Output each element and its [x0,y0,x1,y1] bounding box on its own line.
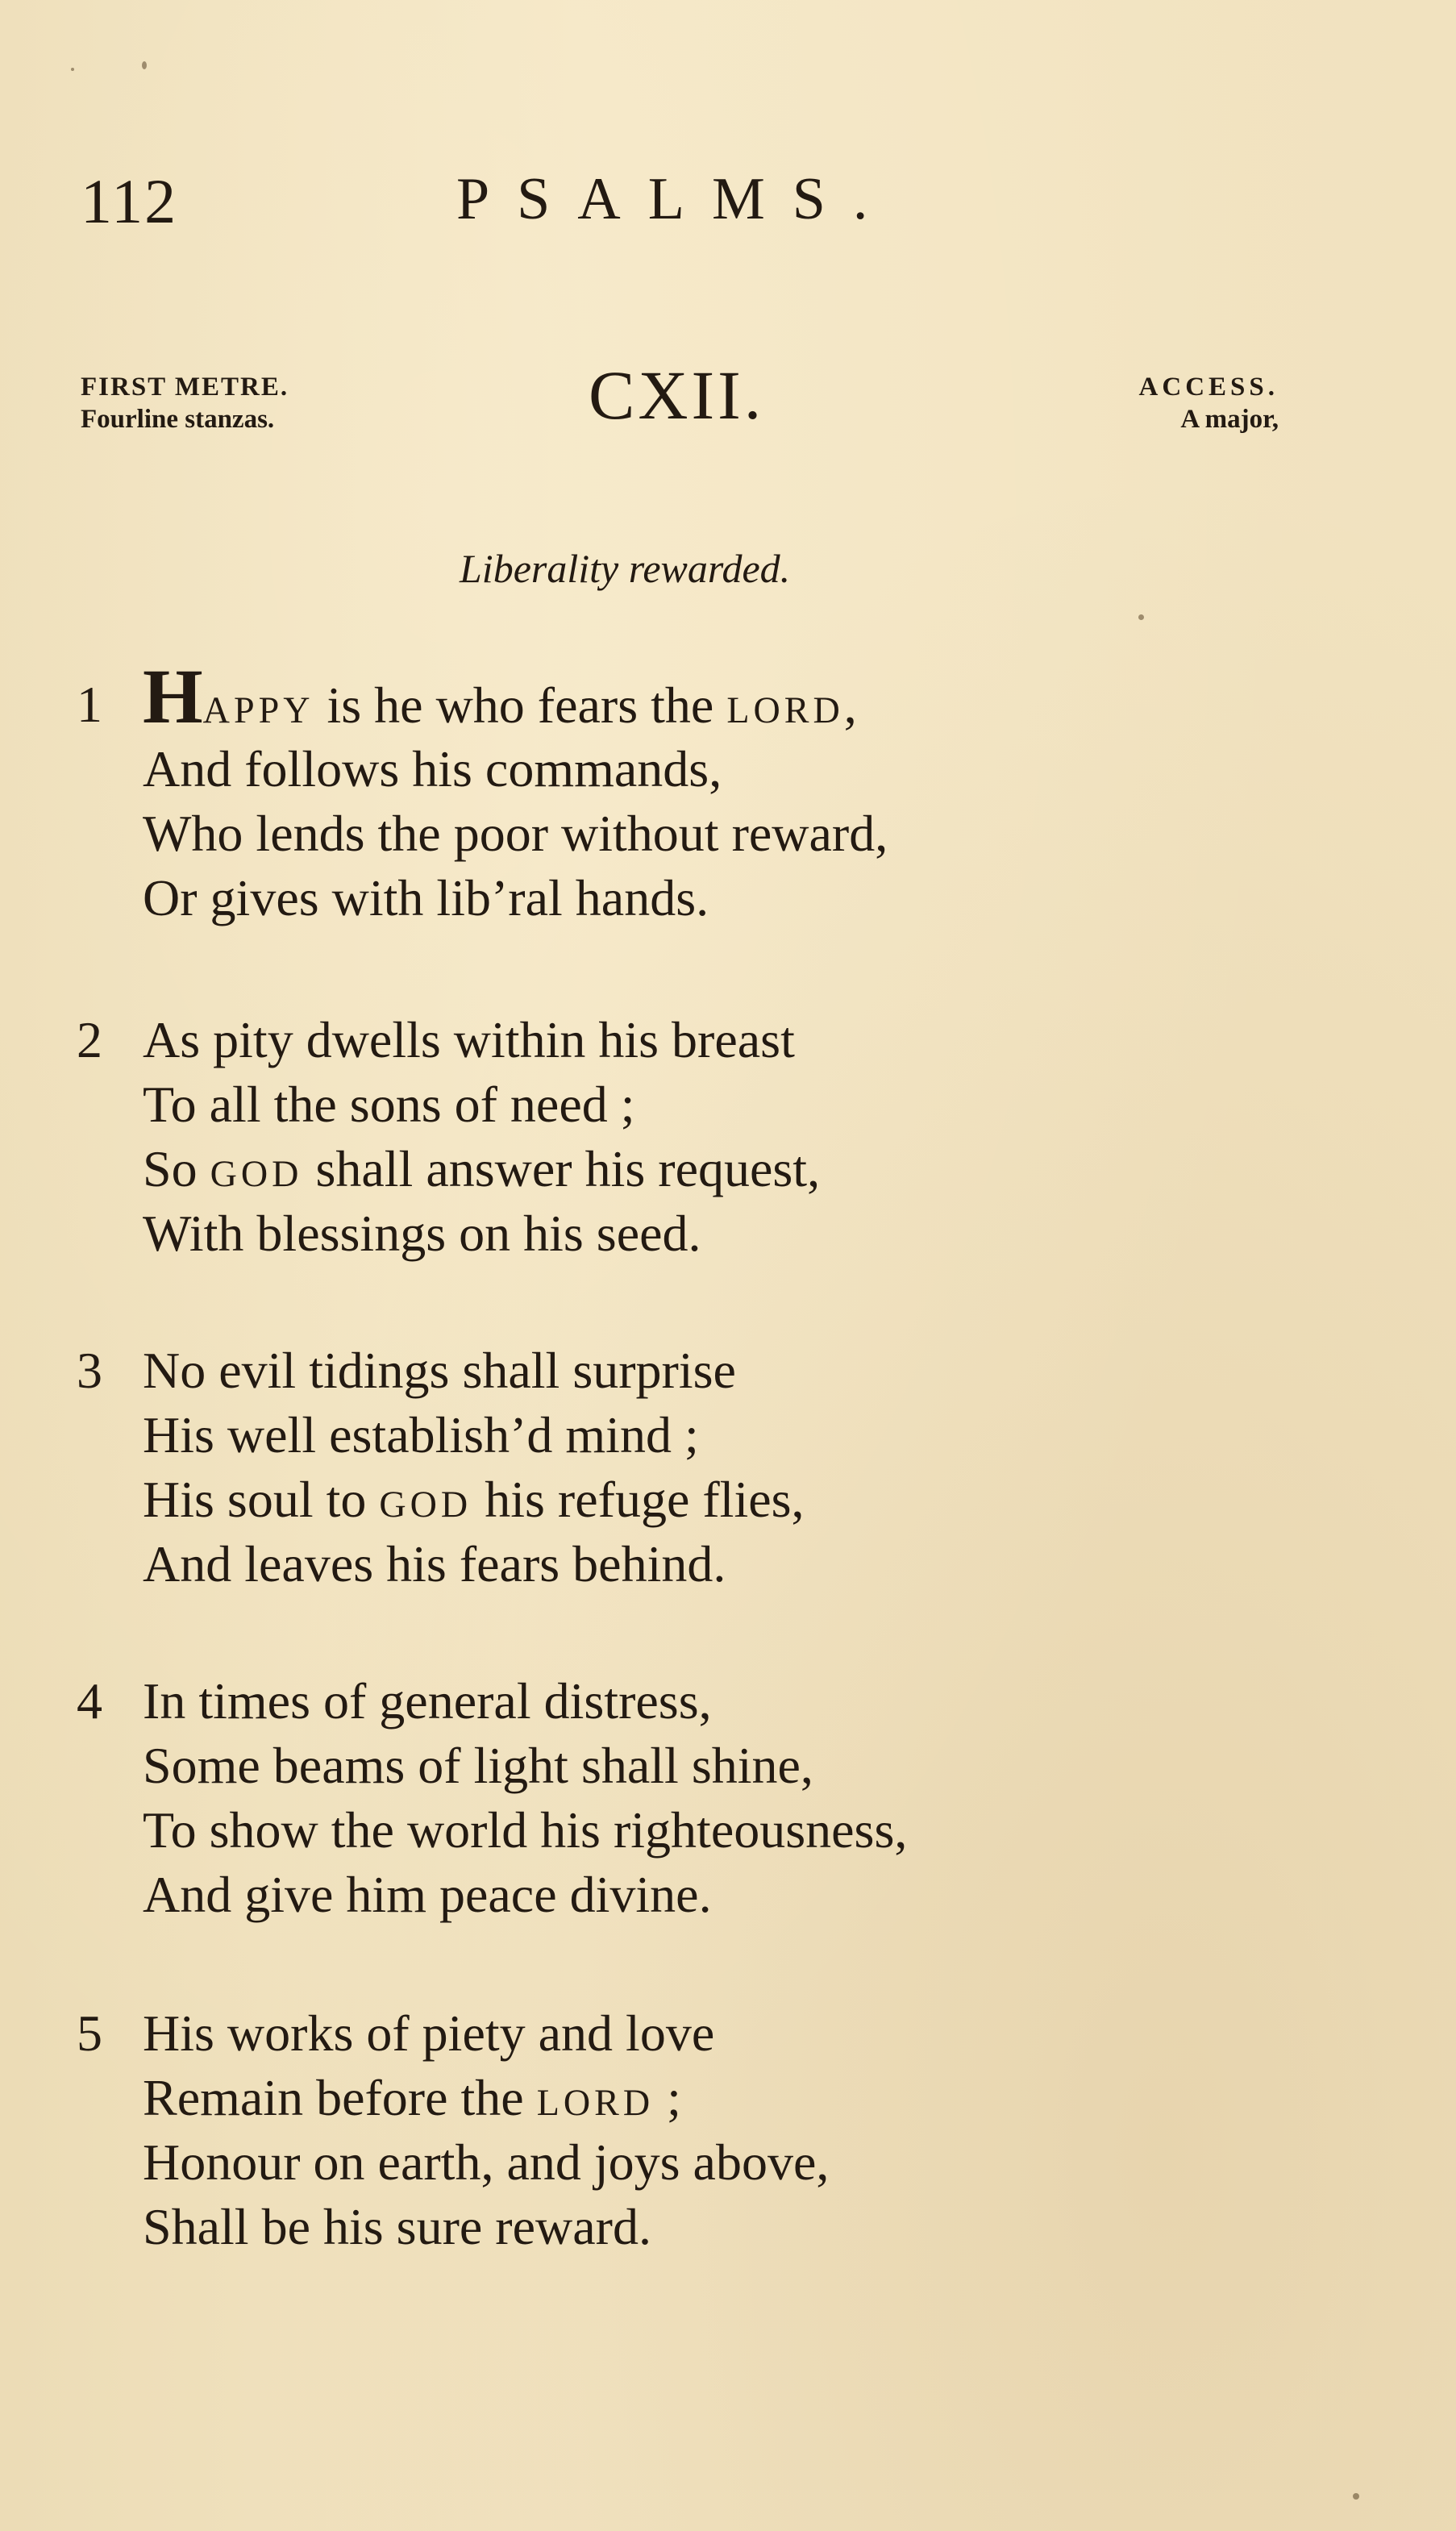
stanza-number: 5 [77,2004,102,2062]
ink-speck [1138,614,1144,620]
verse-line: Honour on earth, and joys above, [143,2133,830,2191]
verse-line: In times of general distress, [143,1672,712,1730]
psalm-number: CXII. [589,356,765,434]
stanza-lines [143,2001,829,2259]
ink-speck [1353,2493,1359,2500]
metre-label: FIRST METRE. [81,373,289,402]
verse-text: , [843,676,857,734]
stanza-lines [143,1338,805,1596]
page-number: 112 [81,166,178,236]
small-caps-text: GOD [379,1484,472,1525]
stanza-number: 1 [77,676,102,733]
small-caps-text: APPY [202,689,314,731]
verse-text: shall answer his request, [302,1140,821,1197]
verse-line: Some beams of light shall shine, [143,1737,813,1794]
verse-line: To show the world his righteousness, [143,1801,908,1859]
verse-line: His well establish’d mind ; [143,1406,699,1463]
small-caps-text: LORD [726,689,844,731]
ink-speck [142,61,147,69]
verse-line: And follows his commands, [143,740,722,797]
verse-line: And give him peace divine. [143,1866,712,1923]
verse-line: His works of piety and love [143,2004,715,2062]
verse-text: His soul to [143,1471,380,1528]
verse-line [143,653,888,739]
small-caps-text: GOD [210,1153,303,1194]
verse-text: Remain before the [143,2069,537,2126]
verse-line: And leaves his fears behind. [143,1535,726,1592]
running-title: PSALMS. [456,166,896,232]
stanza-lines [143,653,888,930]
verse-line [143,2066,829,2130]
verse-line [143,1137,820,1201]
stanza-lines [143,1008,820,1266]
verse-line: Shall be his sure reward. [143,2198,651,2255]
verse-line: Or gives with lib’ral hands. [143,869,709,926]
verse-text: ; [654,2069,681,2126]
stanza-type-label: Fourline stanzas. [81,405,275,434]
tune-label: ACCESS. [1138,373,1279,402]
verse-line: To all the sons of need ; [143,1076,635,1133]
ink-speck [71,68,74,71]
psalm-subtitle: Liberality rewarded. [460,546,791,591]
verse-line: With blessings on his seed. [143,1205,701,1262]
stanza-number: 4 [77,1672,102,1730]
metre-info [81,371,289,435]
tune-info [1139,371,1279,435]
key-label: A major, [1180,405,1279,434]
stanza-lines [143,1669,907,1927]
verse-line: Who lends the poor without reward, [143,805,888,862]
small-caps-text: LORD [536,2082,655,2123]
verse-text: So [143,1140,210,1197]
verse-line: As pity dwells within his breast [143,1011,795,1068]
stanza-number: 3 [77,1342,102,1399]
drop-capital: H [143,653,203,739]
verse-text: is he who fears the [314,676,727,734]
stanza-number: 2 [77,1011,102,1068]
verse-line: No evil tidings shall surprise [143,1342,736,1399]
verse-line [143,1467,805,1532]
verse-text: his refuge flies, [472,1471,805,1528]
